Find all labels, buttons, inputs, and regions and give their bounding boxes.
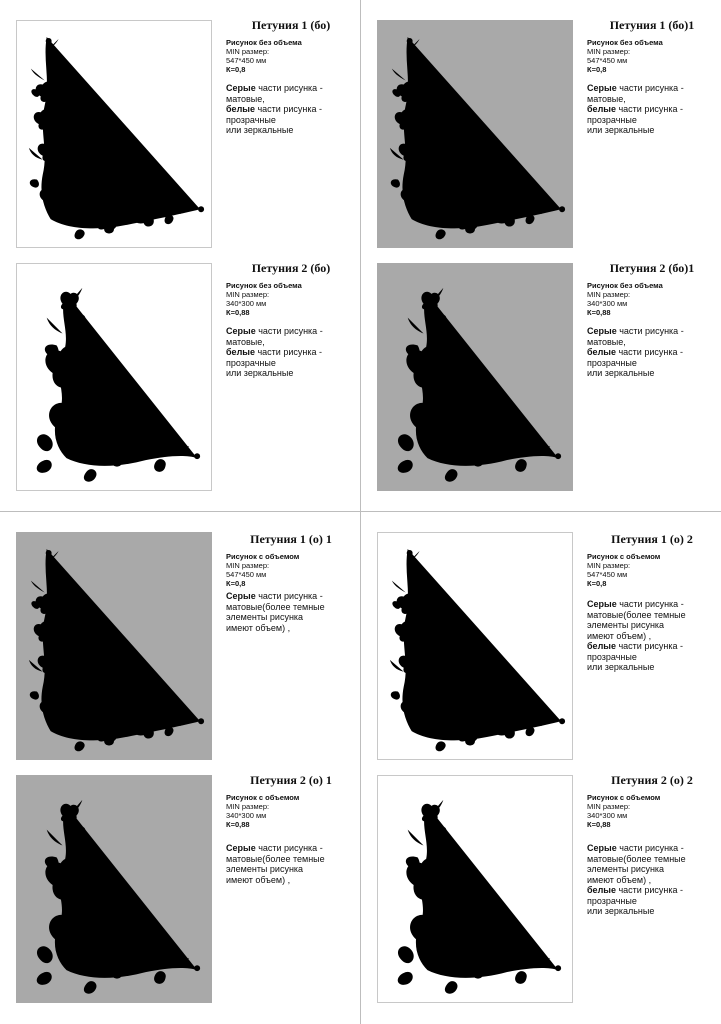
petunia-flower-ornament (378, 776, 572, 1002)
size-label: MIN размер: (226, 47, 270, 56)
card-title: Петуния 2 (бо)1 (609, 261, 695, 275)
description: Серые части рисунка - матовые(более темные элементы рисунка имеют объем) , белые части рисунка - прозрачные или зеркальные (587, 843, 686, 916)
petunia-flower-ornament (17, 776, 211, 1002)
size-value: 340*300 мм (226, 811, 267, 820)
card-petunia-2-bo (0, 243, 360, 491)
coefficient: К=0,88 (587, 308, 611, 317)
size-value: 340*300 мм (226, 299, 267, 308)
card-title: Петуния 1 (бо) (251, 18, 331, 32)
size-label: MIN размер: (587, 290, 631, 299)
card-petunia-2-o-2 (361, 755, 721, 1003)
card-petunia-1-bo (0, 0, 360, 248)
card-subtitle: Рисунок без объема (226, 38, 302, 47)
petunia-vine-ornament (17, 533, 211, 759)
card-subtitle: Рисунок без объема (587, 38, 663, 47)
size-label: MIN размер: (226, 290, 270, 299)
size-value: 547*450 мм (587, 56, 628, 65)
petunia-flower-ornament (378, 264, 572, 490)
ornament-panel (16, 775, 212, 1003)
ornament-panel (377, 532, 573, 760)
card-info (226, 532, 356, 633)
card-info (226, 773, 356, 885)
card-petunia-2-bo1 (361, 243, 721, 491)
card-title: Петуния 2 (бо) (251, 261, 331, 275)
size-value: 340*300 мм (587, 299, 628, 308)
size-value: 547*450 мм (226, 56, 267, 65)
ornament-panel (16, 20, 212, 248)
coefficient: К=0,8 (587, 65, 607, 74)
ornament-panel (16, 263, 212, 491)
coefficient: К=0,88 (226, 308, 250, 317)
coefficient: К=0,8 (226, 579, 246, 588)
petunia-flower-ornament (17, 264, 211, 490)
description: Серые части рисунка - матовые, белые части рисунка - прозрачные или зеркальные (226, 326, 323, 378)
card-info (587, 532, 717, 673)
size-label: MIN размер: (587, 802, 631, 811)
size-value: 547*450 мм (226, 570, 267, 579)
coefficient: К=0,8 (587, 579, 607, 588)
card-petunia-2-o-1 (0, 755, 360, 1003)
card-info (226, 18, 356, 136)
size-label: MIN размер: (226, 802, 270, 811)
card-subtitle: Рисунок с объемом (587, 793, 661, 802)
card-title: Петуния 2 (о) 1 (250, 773, 332, 787)
ornament-panel (377, 20, 573, 248)
card-subtitle: Рисунок с объемом (226, 793, 300, 802)
card-title: Петуния 1 (бо)1 (609, 18, 695, 32)
description: Серые части рисунка - матовые(более темные элементы рисунка имеют объем) , (226, 591, 325, 633)
description: Серые части рисунка - матовые(более темные элементы рисунка имеют объем) , белые части рисунка - прозрачные или зеркальные (587, 599, 686, 672)
size-label: MIN размер: (226, 561, 270, 570)
card-subtitle: Рисунок без объема (226, 281, 302, 290)
card-info (587, 18, 717, 136)
card-info (587, 773, 717, 917)
ornament-panel (377, 263, 573, 491)
coefficient: К=0,88 (226, 820, 250, 829)
card-title: Петуния 1 (о) 1 (250, 532, 332, 546)
coefficient: К=0,88 (587, 820, 611, 829)
card-subtitle: Рисунок без объема (587, 281, 663, 290)
card-petunia-1-o-1 (0, 512, 360, 760)
description: Серые части рисунка - матовые, белые части рисунка - прозрачные или зеркальные (226, 83, 323, 135)
ornament-panel (16, 532, 212, 760)
card-info (226, 261, 356, 379)
card-info (587, 261, 717, 379)
ornament-panel (377, 775, 573, 1003)
card-petunia-1-o-2 (361, 512, 721, 760)
card-title: Петуния 1 (о) 2 (611, 532, 693, 546)
card-subtitle: Рисунок с объемом (587, 552, 661, 561)
petunia-vine-ornament (378, 21, 572, 247)
size-value: 547*450 мм (587, 570, 628, 579)
petunia-vine-ornament (378, 533, 572, 759)
petunia-vine-ornament (17, 21, 211, 247)
description: Серые части рисунка - матовые, белые части рисунка - прозрачные или зеркальные (587, 326, 684, 378)
description: Серые части рисунка - матовые(более темные элементы рисунка имеют объем) , (226, 843, 325, 885)
size-label: MIN размер: (587, 561, 631, 570)
size-label: MIN размер: (587, 47, 631, 56)
card-petunia-1-bo1 (361, 0, 721, 248)
description: Серые части рисунка - матовые, белые части рисунка - прозрачные или зеркальные (587, 83, 684, 135)
card-subtitle: Рисунок с объемом (226, 552, 300, 561)
size-value: 340*300 мм (587, 811, 628, 820)
coefficient: К=0,8 (226, 65, 246, 74)
card-title: Петуния 2 (о) 2 (611, 773, 693, 787)
